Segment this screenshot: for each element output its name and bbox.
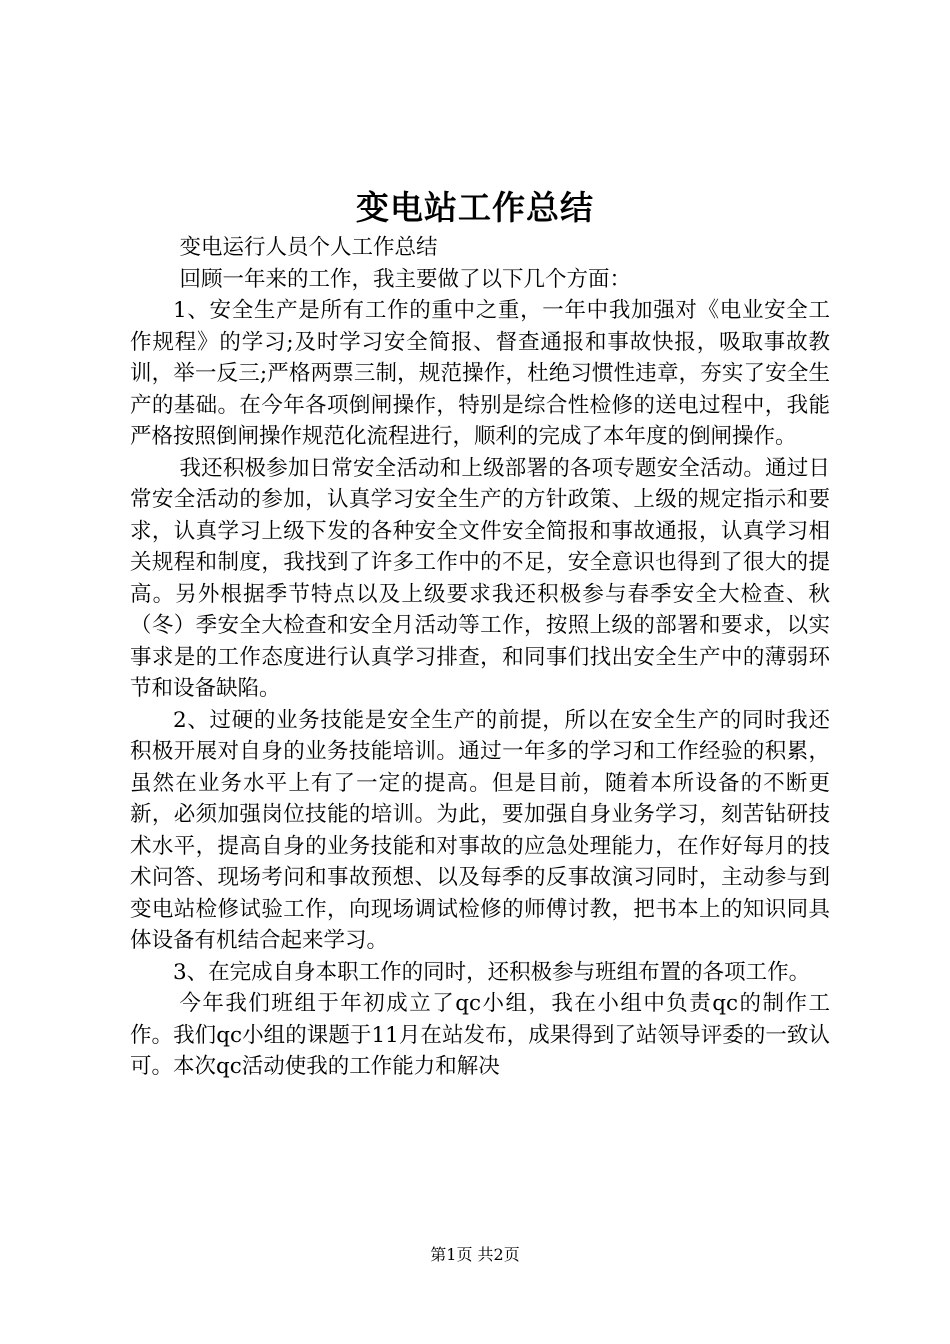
paragraph-intro: 回顾一年来的工作，我主要做了以下几个方面： bbox=[179, 266, 631, 292]
paragraph-subtitle: 变电运行人员个人工作总结 bbox=[179, 235, 438, 260]
document-title: 变电站工作总结 bbox=[356, 188, 594, 227]
paragraph-qc: 今年我们班组于年初成立了qc小组，我在小组中负责qc的制作工作。我们qc小组的课题于11月在站发布，成果得到了站领导评委的一致认可。本次qc活动使我的工作能力和解决 bbox=[130, 991, 830, 1079]
document-body bbox=[130, 232, 830, 1083]
paragraph-activities: 我还积极参加日常安全活动和上级部署的各项专题安全活动。通过日常安全活动的参加，认真学习安全生产的方针政策、上级的规定指示和要求，认真学习上级下发的各种安全文件安全简报和事故通报，认真学习相关规程和制度，我找到了许多工作中的不足，安全意识也得到了很大的提高。另外根据季节特点以及上级要求我还积极参与春季安全大检查、秋（冬）季安全大检查和安全月活动等工作，按照上级的部署和要求，以实事求是的工作态度进行认真学习排查，和同事们找出安全生产中的薄弱环节和设备缺陷。 bbox=[130, 455, 830, 701]
paragraph-safety: 1、安全生产是所有工作的重中之重，一年中我加强对《电业安全工作规程》的学习;及时学习安全简报、督查通报和事故快报，吸取事故教训，举一反三;严格两票三制，规范操作，杜绝习惯性违章，夯实了安全生产的基础。在今年各项倒闸操作，特别是综合性检修的送电过程中，我能严格按照倒闸操作规范化流程进行，顺利的完成了本年度的倒闸操作。 bbox=[130, 298, 830, 449]
paragraph-skills: 2、过硬的业务技能是安全生产的前提，所以在安全生产的同时我还积极开展对自身的业务技能培训。通过一年多的学习和工作经验的积累，虽然在业务水平上有了一定的提高。但是目前，随着本所设备的不断更新，必须加强岗位技能的培训。为此，要加强自身业务学习，刻苦钻研技术水平，提高自身的业务技能和对事故的应急处理能力，在作好每月的技术问答、现场考问和事故预想、以及每季的反事故演习同时，主动参与到变电站检修试验工作，向现场调试检修的师傅讨教，把书本上的知识同具体设备有机结合起来学习。 bbox=[130, 707, 830, 953]
paragraph-team-work: 3、在完成自身本职工作的同时，还积极参与班组布置的各项工作。 bbox=[173, 959, 811, 985]
page-number: 第1页 共2页 bbox=[430, 1245, 520, 1264]
